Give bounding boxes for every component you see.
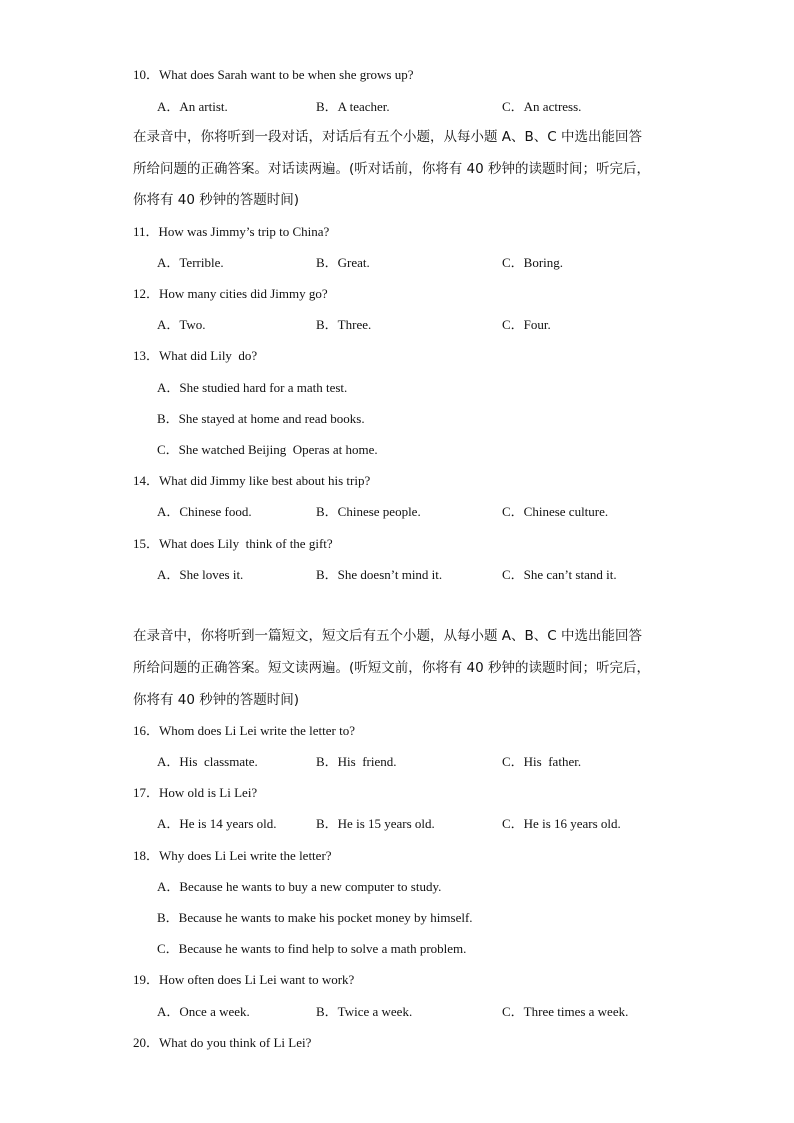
- q19-option-c: C．Three times a week.: [502, 1004, 629, 1019]
- question-15: 15．What does Lily think of the gift?: [133, 536, 333, 551]
- q13-option-b: B．She stayed at home and read books.: [157, 411, 365, 426]
- q11-option-c: C．Boring.: [502, 255, 564, 270]
- question-19: 19．How often does Li Lei want to work?: [133, 972, 355, 987]
- dialogue-instruction-line-3: 你将有 40 秒钟的答题时间): [133, 192, 300, 208]
- q16-option-c: C．His father.: [502, 754, 582, 769]
- q12-option-a: A．Two.: [157, 317, 206, 332]
- question-10: 10．What does Sarah want to be when she grows up?: [133, 67, 414, 82]
- passage-instruction-line-1: 在录音中，你将听到一篇短文，短文后有五个小题，从每小题 A、B、C 中选出能回答: [133, 628, 643, 644]
- dialogue-instruction-line-1: 在录音中，你将听到一段对话，对话后有五个小题，从每小题 A、B、C 中选出能回答: [133, 129, 643, 145]
- q14-option-a: A．Chinese food.: [157, 504, 252, 519]
- question-18: 18．Why does Li Lei write the letter?: [133, 848, 332, 863]
- q13-option-a: A．She studied hard for a math test.: [157, 380, 348, 395]
- question-17: 17．How old is Li Lei?: [133, 785, 258, 800]
- q16-option-a: A．His classmate.: [157, 754, 258, 769]
- q14-option-b: B．Chinese people.: [316, 504, 421, 519]
- q19-option-a: A．Once a week.: [157, 1004, 250, 1019]
- passage-instruction-line-3: 你将有 40 秒钟的答题时间): [133, 692, 300, 708]
- question-14: 14．What did Jimmy like best about his trip?: [133, 473, 371, 488]
- q15-option-a: A．She loves it.: [157, 567, 244, 582]
- question-12: 12．How many cities did Jimmy go?: [133, 286, 328, 301]
- q17-option-c: C．He is 16 years old.: [502, 816, 621, 831]
- q11-option-b: B．Great.: [316, 255, 370, 270]
- q11-option-a: A．Terrible.: [157, 255, 224, 270]
- q15-option-c: C．She can’t stand it.: [502, 567, 617, 582]
- q17-option-b: B．He is 15 years old.: [316, 816, 435, 831]
- q18-option-c: C．Because he wants to find help to solve a math problem.: [157, 941, 467, 956]
- q10-option-a: A．An artist.: [157, 99, 228, 114]
- q13-option-c: C．She watched Beijing Operas at home.: [157, 442, 378, 457]
- q18-option-a: A．Because he wants to buy a new computer to study.: [157, 879, 442, 894]
- q12-option-c: C．Four.: [502, 317, 551, 332]
- q10-option-b: B．A teacher.: [316, 99, 390, 114]
- q15-option-b: B．She doesn’t mind it.: [316, 567, 443, 582]
- q12-option-b: B．Three.: [316, 317, 372, 332]
- q14-option-c: C．Chinese culture.: [502, 504, 609, 519]
- dialogue-instruction-line-2: 所给问题的正确答案。对话读两遍。(听对话前，你将有 40 秒钟的读题时间；听完后，: [133, 161, 651, 177]
- q10-option-c: C．An actress.: [502, 99, 582, 114]
- q17-option-a: A．He is 14 years old.: [157, 816, 277, 831]
- question-16: 16．Whom does Li Lei write the letter to?: [133, 723, 356, 738]
- question-20: 20．What do you think of Li Lei?: [133, 1035, 312, 1050]
- question-11: 11．How was Jimmy’s trip to China?: [133, 224, 330, 239]
- question-13: 13．What did Lily do?: [133, 348, 258, 363]
- passage-instruction-line-2: 所给问题的正确答案。短文读两遍。(听短文前，你将有 40 秒钟的读题时间；听完后，: [133, 660, 651, 676]
- q19-option-b: B．Twice a week.: [316, 1004, 413, 1019]
- q18-option-b: B．Because he wants to make his pocket money by himself.: [157, 910, 473, 925]
- q16-option-b: B．His friend.: [316, 754, 397, 769]
